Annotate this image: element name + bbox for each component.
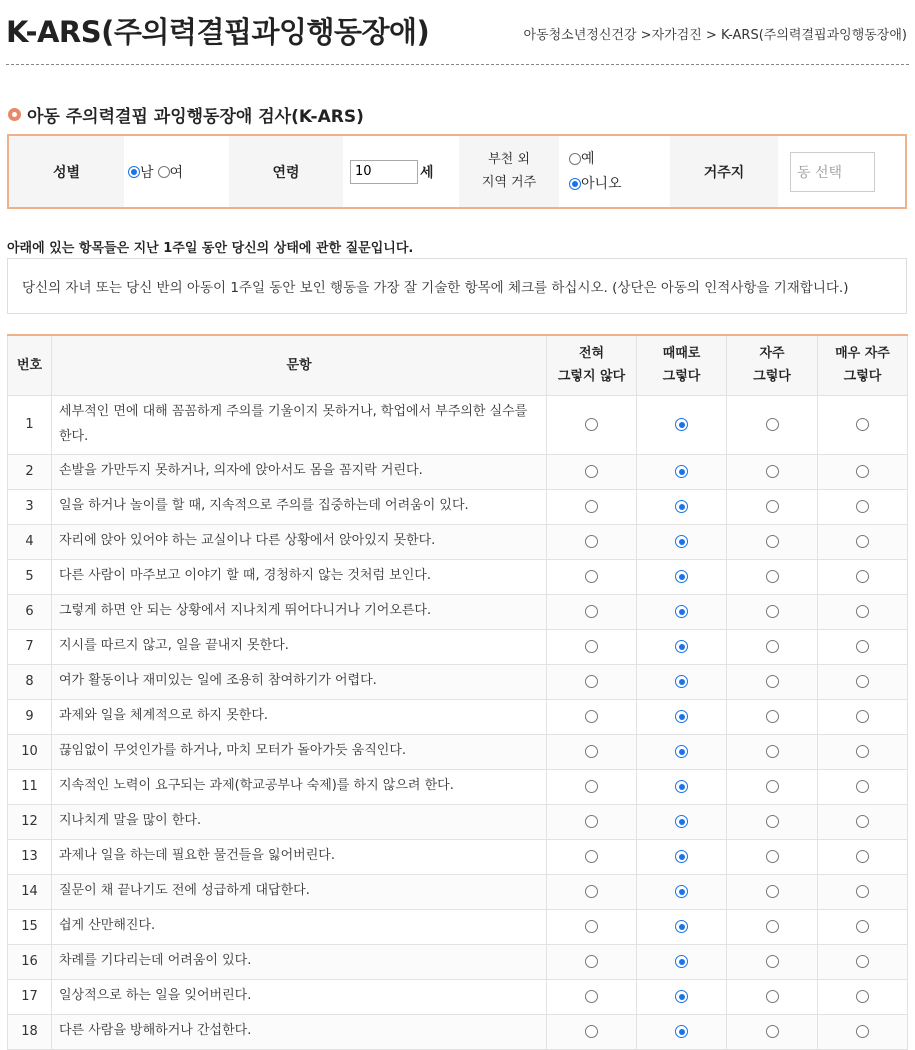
gender-radio-group <box>124 136 229 207</box>
answer-cell-very-often[interactable] <box>818 664 908 699</box>
answer-cell-never[interactable] <box>547 874 637 909</box>
answer-radio-often[interactable] <box>766 990 779 1003</box>
answer-radio-often[interactable] <box>766 710 779 723</box>
answer-cell-never[interactable] <box>547 734 637 769</box>
answer-radio-often[interactable] <box>766 815 779 828</box>
table-row <box>8 874 908 909</box>
answer-radio-sometimes[interactable] <box>675 640 688 653</box>
question-number: 8 <box>8 664 52 699</box>
answer-radio-very-often[interactable] <box>856 780 869 793</box>
question-number: 13 <box>8 839 52 874</box>
answer-radio-never[interactable] <box>585 570 598 583</box>
answer-cell-very-often[interactable] <box>818 559 908 594</box>
answer-radio-very-often[interactable] <box>856 570 869 583</box>
answer-cell-never[interactable] <box>547 839 637 874</box>
answer-cell-sometimes[interactable] <box>637 734 727 769</box>
answer-radio-sometimes[interactable] <box>675 1025 688 1038</box>
question-text: 지시를 따르지 않고, 일을 끝내지 못한다. <box>52 629 547 664</box>
answer-cell-never[interactable] <box>547 1014 637 1049</box>
region-label <box>459 136 559 207</box>
question-text: 지속적인 노력이 요구되는 과제(학교공부나 숙제)를 하지 않으려 한다. <box>52 769 547 804</box>
page-title: K-ARS(주의력결핍과잉행동장애) <box>6 15 430 49</box>
answer-cell-often[interactable] <box>727 489 818 524</box>
answer-cell-often[interactable] <box>727 734 818 769</box>
answer-cell-often[interactable] <box>727 839 818 874</box>
answer-radio-often[interactable] <box>766 850 779 863</box>
answer-cell-sometimes[interactable] <box>637 524 727 559</box>
answer-radio-very-often[interactable] <box>856 465 869 478</box>
answer-radio-never[interactable] <box>585 780 598 793</box>
answer-cell-often[interactable] <box>727 909 818 944</box>
gender-female-label: 여 <box>169 164 184 181</box>
answer-radio-very-often[interactable] <box>856 605 869 618</box>
answer-radio-sometimes[interactable] <box>675 885 688 898</box>
answer-cell-very-often[interactable] <box>818 839 908 874</box>
answer-cell-never[interactable] <box>547 489 637 524</box>
header-opt0-line2: 그렇지 않다 <box>557 369 626 385</box>
answer-cell-very-often[interactable] <box>818 734 908 769</box>
answer-radio-sometimes[interactable] <box>675 850 688 863</box>
answer-cell-often[interactable] <box>727 944 818 979</box>
answer-cell-sometimes[interactable] <box>637 594 727 629</box>
residence-select[interactable]: 동 선택 <box>790 152 875 192</box>
question-number: 1 <box>8 395 52 454</box>
residence-field-group <box>778 136 905 207</box>
answer-cell-never[interactable] <box>547 629 637 664</box>
answer-cell-very-often[interactable] <box>818 944 908 979</box>
question-text: 차례를 기다리는데 어려움이 있다. <box>52 944 547 979</box>
answer-cell-often[interactable] <box>727 804 818 839</box>
header-option-often <box>727 335 818 395</box>
question-number: 12 <box>8 804 52 839</box>
header-opt3-line2: 그렇다 <box>843 369 882 385</box>
answer-cell-very-often[interactable] <box>818 909 908 944</box>
region-no-label: 아니오 <box>581 175 622 192</box>
residence-label: 거주지 <box>670 136 778 207</box>
questionnaire-table <box>7 334 908 1050</box>
region-yes-label: 예 <box>581 151 595 167</box>
section-title <box>8 102 364 127</box>
answer-cell-never[interactable] <box>547 454 637 489</box>
answer-cell-often[interactable] <box>727 524 818 559</box>
region-yes-radio[interactable] <box>569 153 581 165</box>
breadcrumb-item-self-check[interactable]: 자가검진 > <box>651 28 717 43</box>
answer-cell-sometimes[interactable] <box>637 944 727 979</box>
answer-radio-never[interactable] <box>585 1025 598 1038</box>
header-num: 번호 <box>8 335 52 395</box>
question-number: 16 <box>8 944 52 979</box>
header-option-never <box>547 335 637 395</box>
answer-cell-never[interactable] <box>547 909 637 944</box>
instruction-box <box>7 258 907 314</box>
answer-radio-often[interactable] <box>766 465 779 478</box>
answer-cell-often[interactable] <box>727 395 818 454</box>
answer-radio-often[interactable] <box>766 920 779 933</box>
answer-cell-very-often[interactable] <box>818 874 908 909</box>
question-text: 쉽게 산만해진다. <box>52 909 547 944</box>
header-opt0-line1: 전혀 <box>578 345 605 361</box>
answer-radio-often[interactable] <box>766 780 779 793</box>
question-text: 다른 사람을 방해하거나 간섭한다. <box>52 1014 547 1049</box>
age-field-group <box>343 136 459 207</box>
answer-radio-often[interactable] <box>766 605 779 618</box>
answer-radio-sometimes[interactable] <box>675 990 688 1003</box>
section-title-text: 아동 주의력결핍 과잉행동장애 검사(K-ARS) <box>27 107 364 127</box>
answer-radio-never[interactable] <box>585 535 598 548</box>
instruction-text: 당신의 자녀 또는 당신 반의 아동이 1주일 동안 보인 행동을 가장 잘 기술한 항목에 체크를 하십시오. (상단은 아동의 인적사항을 기재합니다.) <box>22 280 849 296</box>
title-divider <box>6 64 909 65</box>
question-number: 9 <box>8 699 52 734</box>
gender-female-radio[interactable] <box>158 166 170 178</box>
table-row <box>8 699 908 734</box>
answer-radio-sometimes[interactable] <box>675 465 688 478</box>
answer-cell-sometimes[interactable] <box>637 979 727 1014</box>
question-text: 손발을 가만두지 못하거나, 의자에 앉아서도 몸을 꼼지락 거린다. <box>52 454 547 489</box>
personal-info-box <box>7 134 907 209</box>
answer-cell-sometimes[interactable] <box>637 664 727 699</box>
gender-label: 성별 <box>9 136 124 207</box>
answer-cell-very-often[interactable] <box>818 1014 908 1049</box>
answer-radio-never[interactable] <box>585 955 598 968</box>
question-number: 6 <box>8 594 52 629</box>
question-number: 3 <box>8 489 52 524</box>
question-text: 자리에 앉아 있어야 하는 교실이나 다른 상황에서 앉아있지 못한다. <box>52 524 547 559</box>
answer-radio-sometimes[interactable] <box>675 500 688 513</box>
answer-radio-very-often[interactable] <box>856 815 869 828</box>
answer-cell-often[interactable] <box>727 769 818 804</box>
answer-cell-often[interactable] <box>727 874 818 909</box>
region-option-no[interactable] <box>569 172 622 197</box>
answer-radio-never[interactable] <box>585 675 598 688</box>
answer-cell-sometimes[interactable] <box>637 559 727 594</box>
answer-radio-often[interactable] <box>766 500 779 513</box>
breadcrumb-item-current: K-ARS(주의력결핍과잉행동장애) <box>720 28 907 43</box>
answer-radio-sometimes[interactable] <box>675 815 688 828</box>
question-text: 지나치게 말을 많이 한다. <box>52 804 547 839</box>
answer-radio-very-often[interactable] <box>856 640 869 653</box>
answer-radio-sometimes[interactable] <box>675 675 688 688</box>
answer-cell-sometimes[interactable] <box>637 909 727 944</box>
question-number: 4 <box>8 524 52 559</box>
answer-radio-often[interactable] <box>766 535 779 548</box>
breadcrumb <box>524 24 908 43</box>
table-row <box>8 909 908 944</box>
question-number: 11 <box>8 769 52 804</box>
answer-radio-often[interactable] <box>766 1025 779 1038</box>
answer-radio-very-often[interactable] <box>856 920 869 933</box>
region-label-line2: 지역 거주 <box>481 174 537 190</box>
header-option-sometimes <box>637 335 727 395</box>
answer-radio-sometimes[interactable] <box>675 920 688 933</box>
table-row <box>8 594 908 629</box>
question-number: 10 <box>8 734 52 769</box>
answer-cell-often[interactable] <box>727 979 818 1014</box>
question-number: 7 <box>8 629 52 664</box>
answer-radio-often[interactable] <box>766 570 779 583</box>
answer-radio-very-often[interactable] <box>856 745 869 758</box>
answer-cell-very-often[interactable] <box>818 454 908 489</box>
answer-cell-often[interactable] <box>727 559 818 594</box>
question-text: 일을 하거나 놀이를 할 때, 지속적으로 주의를 집중하는데 어려움이 있다. <box>52 489 547 524</box>
question-number: 2 <box>8 454 52 489</box>
question-text: 끊임없이 무엇인가를 하거나, 마치 모터가 돌아가듯 움직인다. <box>52 734 547 769</box>
answer-cell-very-often[interactable] <box>818 979 908 1014</box>
header-opt3-line1: 매우 자주 <box>835 345 890 361</box>
age-unit-label: 세 <box>420 164 434 181</box>
age-input[interactable] <box>350 160 418 184</box>
table-row <box>8 395 908 454</box>
header-opt1-line1: 때때로 <box>662 345 701 361</box>
answer-radio-very-often[interactable] <box>856 885 869 898</box>
region-option-yes[interactable] <box>569 147 595 172</box>
answer-cell-never[interactable] <box>547 979 637 1014</box>
question-text: 일상적으로 하는 일을 잊어버린다. <box>52 979 547 1014</box>
answer-radio-often[interactable] <box>766 745 779 758</box>
answer-radio-often[interactable] <box>766 640 779 653</box>
table-row <box>8 524 908 559</box>
answer-radio-never[interactable] <box>585 465 598 478</box>
answer-cell-very-often[interactable] <box>818 395 908 454</box>
answer-radio-very-often[interactable] <box>856 1025 869 1038</box>
answer-radio-sometimes[interactable] <box>675 570 688 583</box>
answer-cell-very-often[interactable] <box>818 804 908 839</box>
answer-radio-never[interactable] <box>585 745 598 758</box>
table-row <box>8 979 908 1014</box>
gender-male-radio[interactable] <box>128 166 140 178</box>
question-text: 여가 활동이나 재미있는 일에 조용히 참여하기가 어렵다. <box>52 664 547 699</box>
answer-radio-very-often[interactable] <box>856 710 869 723</box>
age-label: 연령 <box>229 136 343 207</box>
answer-radio-sometimes[interactable] <box>675 955 688 968</box>
answer-radio-sometimes[interactable] <box>675 418 688 431</box>
answer-cell-very-often[interactable] <box>818 769 908 804</box>
answer-radio-very-often[interactable] <box>856 990 869 1003</box>
table-row <box>8 734 908 769</box>
table-row <box>8 804 908 839</box>
gender-male-label: 남 <box>140 164 154 181</box>
region-no-radio[interactable] <box>569 178 581 190</box>
answer-radio-very-often[interactable] <box>856 418 869 431</box>
answer-cell-sometimes[interactable] <box>637 395 727 454</box>
answer-cell-never[interactable] <box>547 804 637 839</box>
question-number: 17 <box>8 979 52 1014</box>
table-row <box>8 629 908 664</box>
question-text: 질문이 채 끝나기도 전에 성급하게 대답한다. <box>52 874 547 909</box>
answer-radio-never[interactable] <box>585 850 598 863</box>
circle-bullet-icon <box>8 108 21 121</box>
answer-radio-sometimes[interactable] <box>675 745 688 758</box>
answer-radio-very-often[interactable] <box>856 955 869 968</box>
question-text: 세부적인 면에 대해 꼼꼼하게 주의를 기울이지 못하거나, 학업에서 부주의한 실수를 한다. <box>52 395 547 454</box>
header-opt2-line2: 그렇다 <box>753 369 791 385</box>
answer-radio-often[interactable] <box>766 675 779 688</box>
table-row <box>8 664 908 699</box>
answer-cell-often[interactable] <box>727 664 818 699</box>
question-number: 18 <box>8 1014 52 1049</box>
answer-cell-sometimes[interactable] <box>637 769 727 804</box>
header-opt2-line1: 자주 <box>759 345 785 361</box>
answer-radio-sometimes[interactable] <box>675 535 688 548</box>
answer-radio-never[interactable] <box>585 815 598 828</box>
region-label-line1: 부천 외 <box>488 151 530 167</box>
answer-cell-never[interactable] <box>547 594 637 629</box>
answer-radio-often[interactable] <box>766 885 779 898</box>
answer-cell-never[interactable] <box>547 944 637 979</box>
answer-cell-often[interactable] <box>727 629 818 664</box>
answer-radio-very-often[interactable] <box>856 535 869 548</box>
table-row <box>8 559 908 594</box>
question-text: 그렇게 하면 안 되는 상황에서 지나치게 뛰어다니거나 기어오른다. <box>52 594 547 629</box>
table-header-row <box>8 335 908 395</box>
answer-cell-sometimes[interactable] <box>637 874 727 909</box>
answer-cell-often[interactable] <box>727 594 818 629</box>
gender-option-male[interactable] <box>128 162 154 182</box>
answer-radio-sometimes[interactable] <box>675 780 688 793</box>
answer-cell-never[interactable] <box>547 769 637 804</box>
answer-cell-never[interactable] <box>547 559 637 594</box>
answer-cell-very-often[interactable] <box>818 594 908 629</box>
answer-radio-never[interactable] <box>585 990 598 1003</box>
answer-radio-never[interactable] <box>585 605 598 618</box>
question-number: 15 <box>8 909 52 944</box>
answer-radio-sometimes[interactable] <box>675 710 688 723</box>
answer-cell-never[interactable] <box>547 395 637 454</box>
answer-cell-sometimes[interactable] <box>637 804 727 839</box>
answer-radio-very-often[interactable] <box>856 675 869 688</box>
answer-radio-never[interactable] <box>585 418 598 431</box>
table-row <box>8 1014 908 1049</box>
table-row <box>8 839 908 874</box>
answer-radio-often[interactable] <box>766 955 779 968</box>
answer-cell-sometimes[interactable] <box>637 454 727 489</box>
answer-radio-never[interactable] <box>585 920 598 933</box>
answer-cell-often[interactable] <box>727 699 818 734</box>
answer-cell-very-often[interactable] <box>818 524 908 559</box>
answer-cell-often[interactable] <box>727 454 818 489</box>
answer-cell-sometimes[interactable] <box>637 699 727 734</box>
breadcrumb-item-mental-health[interactable]: 아동청소년정신건강 > <box>523 28 652 43</box>
answer-radio-never[interactable] <box>585 885 598 898</box>
header-question: 문항 <box>52 335 547 395</box>
table-row <box>8 489 908 524</box>
header-opt1-line2: 그렇다 <box>662 369 701 385</box>
answer-cell-sometimes[interactable] <box>637 629 727 664</box>
answer-cell-never[interactable] <box>547 699 637 734</box>
answer-radio-never[interactable] <box>585 500 598 513</box>
answer-cell-very-often[interactable] <box>818 629 908 664</box>
answer-radio-often[interactable] <box>766 418 779 431</box>
table-row <box>8 944 908 979</box>
answer-radio-never[interactable] <box>585 640 598 653</box>
answer-radio-very-often[interactable] <box>856 850 869 863</box>
answer-radio-never[interactable] <box>585 710 598 723</box>
answer-radio-very-often[interactable] <box>856 500 869 513</box>
answer-cell-never[interactable] <box>547 524 637 559</box>
gender-option-female[interactable] <box>158 162 184 182</box>
answer-cell-very-often[interactable] <box>818 699 908 734</box>
answer-cell-sometimes[interactable] <box>637 839 727 874</box>
answer-cell-sometimes[interactable] <box>637 1014 727 1049</box>
answer-cell-very-often[interactable] <box>818 489 908 524</box>
table-row <box>8 454 908 489</box>
answer-cell-sometimes[interactable] <box>637 489 727 524</box>
answer-radio-sometimes[interactable] <box>675 605 688 618</box>
answer-cell-often[interactable] <box>727 1014 818 1049</box>
answer-cell-never[interactable] <box>547 664 637 699</box>
header-option-very-often <box>818 335 908 395</box>
question-text: 다른 사람이 마주보고 이야기 할 때, 경청하지 않는 것처럼 보인다. <box>52 559 547 594</box>
question-text: 과제나 일을 하는데 필요한 물건들을 잃어버린다. <box>52 839 547 874</box>
question-text: 과제와 일을 체계적으로 하지 못한다. <box>52 699 547 734</box>
table-row <box>8 769 908 804</box>
instruction-heading: 아래에 있는 항목들은 지난 1주일 동안 당신의 상태에 관한 질문입니다. <box>7 241 414 256</box>
question-number: 14 <box>8 874 52 909</box>
question-number: 5 <box>8 559 52 594</box>
region-radio-group <box>559 136 670 207</box>
